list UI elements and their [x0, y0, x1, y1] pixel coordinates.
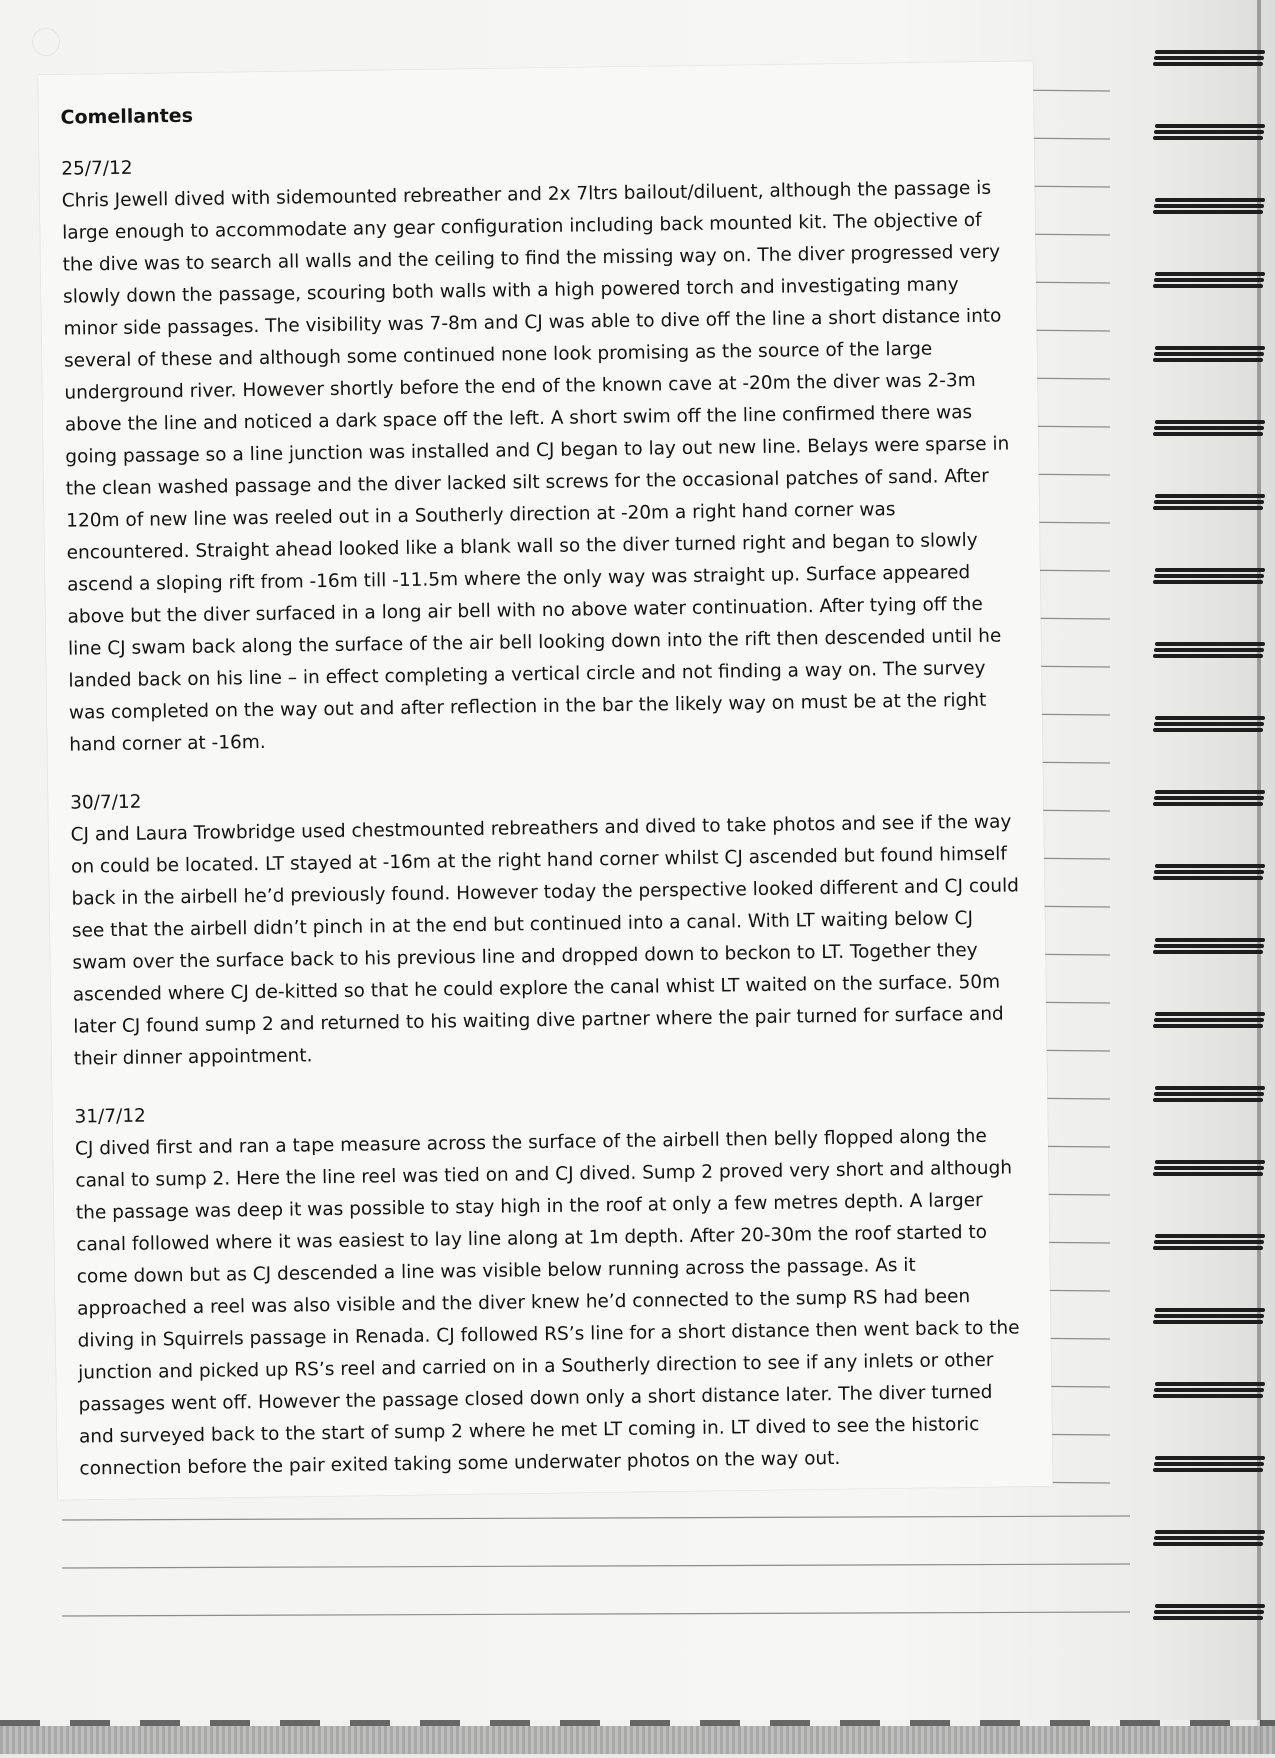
- binding-coil: [1153, 1604, 1265, 1620]
- binding-coil: [1153, 420, 1265, 436]
- ruled-line: [62, 1516, 1130, 1520]
- pasted-printout: [38, 61, 1053, 1500]
- log-entry-2: [70, 774, 1024, 1075]
- ruled-line: [62, 1612, 1130, 1616]
- binding-coil: [1153, 1012, 1265, 1028]
- binding-coil: [1153, 938, 1265, 954]
- binding-coil: [1153, 568, 1265, 584]
- binding-coil: [1153, 124, 1265, 140]
- ruled-line: [62, 1564, 1130, 1568]
- binding-coil: [1153, 1160, 1265, 1176]
- entry-date: 31/7/12: [74, 1105, 147, 1128]
- binding-coil: [1153, 50, 1265, 66]
- document-content: [60, 93, 1030, 1511]
- scan-bottom-strip: [0, 1726, 1275, 1754]
- binding-coil: [1153, 1308, 1265, 1324]
- binding-coil: [1153, 1456, 1265, 1472]
- log-entry-1: [61, 140, 1019, 761]
- entry-date: 25/7/12: [61, 157, 133, 180]
- binding-coil: [1153, 1382, 1265, 1398]
- binding-coil: [1153, 494, 1265, 510]
- binding-coil: [1153, 1234, 1265, 1250]
- binding-coil: [1153, 1530, 1265, 1546]
- document-title: Comellantes: [60, 104, 194, 129]
- binding-coil: [1153, 642, 1265, 658]
- binding-coil: [1153, 716, 1265, 732]
- log-entry-3: [74, 1088, 1029, 1485]
- binding-coil: [1153, 790, 1265, 806]
- entry-text: Chris Jewell dived with sidemounted rebreather and 2x 7ltrs bailout/diluent, although the passage is large enough to accommodate any gear configuration including back mounted kit. The objective of the dive was to search all walls and the ceiling to find the missing way on. The diver progressed very slowly down the passage, scouring both walls with a high powered torch and investigating many minor side passages. The visibility was 7-8m and CJ was able to dive off the line a short distance into several of these and although some continued none look promising as the source of the large underground river. However shortly before the end of the known cave at -20m the diver was 2-3m above the line and noticed a dark space off the left. A short swim off the line confirmed there was going passage so a line junction was installed and CJ began to lay out new line. Belays were sparse in the clean washed passage and the diver lacked silt screws for the occasional patches of sand. After 120m of new line was reeled out in a Southerly direction at -20m a right hand corner was encountered. Straight ahead looked like a blank wall so the diver turned right and began to slowly ascend a sloping rift from -16m till -11.5m where the only way was straight up. Surface appeared above but the diver surfaced in a long air bell with no above water continuation. After tying off the line CJ swam back along the surface of the air bell looking down into the rift then descended until he landed back on his line – in effect completing a vertical circle and not finding a way on. The survey was completed on the way out and after reflection in the bar the likely way on must be at the right hand corner at -16m.: [61, 177, 1010, 756]
- entry-date: 30/7/12: [70, 791, 142, 814]
- spiral-binding: [1135, 0, 1275, 1754]
- binding-coil: [1153, 198, 1265, 214]
- entry-text: CJ and Laura Trowbridge used chestmounted rebreathers and dived to take photos and see if the way on could be located. LT stayed at -16m at the right hand corner whilst CJ ascended but found himself back in the airbell he’d previously found. However today the perspective looked different and CJ could see that the airbell didn’t pinch in at the end but continued into a canal. With LT waiting below CJ swam over the surface back to his previous line and dropped down to beckon to LT. Together they ascended where CJ de-kitted so that he could explore the canal whist LT waited on the surface. 50m later CJ found sump 2 and returned to his waiting dive partner where the pair turned for surface and their dinner appointment.: [70, 811, 1020, 1070]
- binding-coil: [1153, 864, 1265, 880]
- entry-text: CJ dived first and ran a tape measure across the surface of the airbell then belly flopped along the canal to sump 2. Here the line reel was tied on and CJ dived. Sump 2 proved very short and although the passage was deep it was possible to stay high in the roof at only a few metres depth. A larger canal followed where it was easiest to lay line along at 1m depth. After 20-30m the roof started to come down but as CJ descended a line was visible below running across the passage. As it approached a reel was also visible and the diver knew he’d connected to the sump RS had been diving in Squirrels passage in Renada. CJ followed RS’s line for a short distance then went back to the junction and picked up RS’s reel and carried on in a Southerly direction to see if any inlets or other passages went off. However the passage closed down only a short distance later. The diver turned and surveyed back to the start of sump 2 where he met LT coming in. LT dived to see the historic connection before the pair exited taking some underwater photos on the way out.: [74, 1125, 1020, 1480]
- binding-coil: [1153, 346, 1265, 362]
- binding-coil: [1153, 1086, 1265, 1102]
- binding-coil: [1153, 272, 1265, 288]
